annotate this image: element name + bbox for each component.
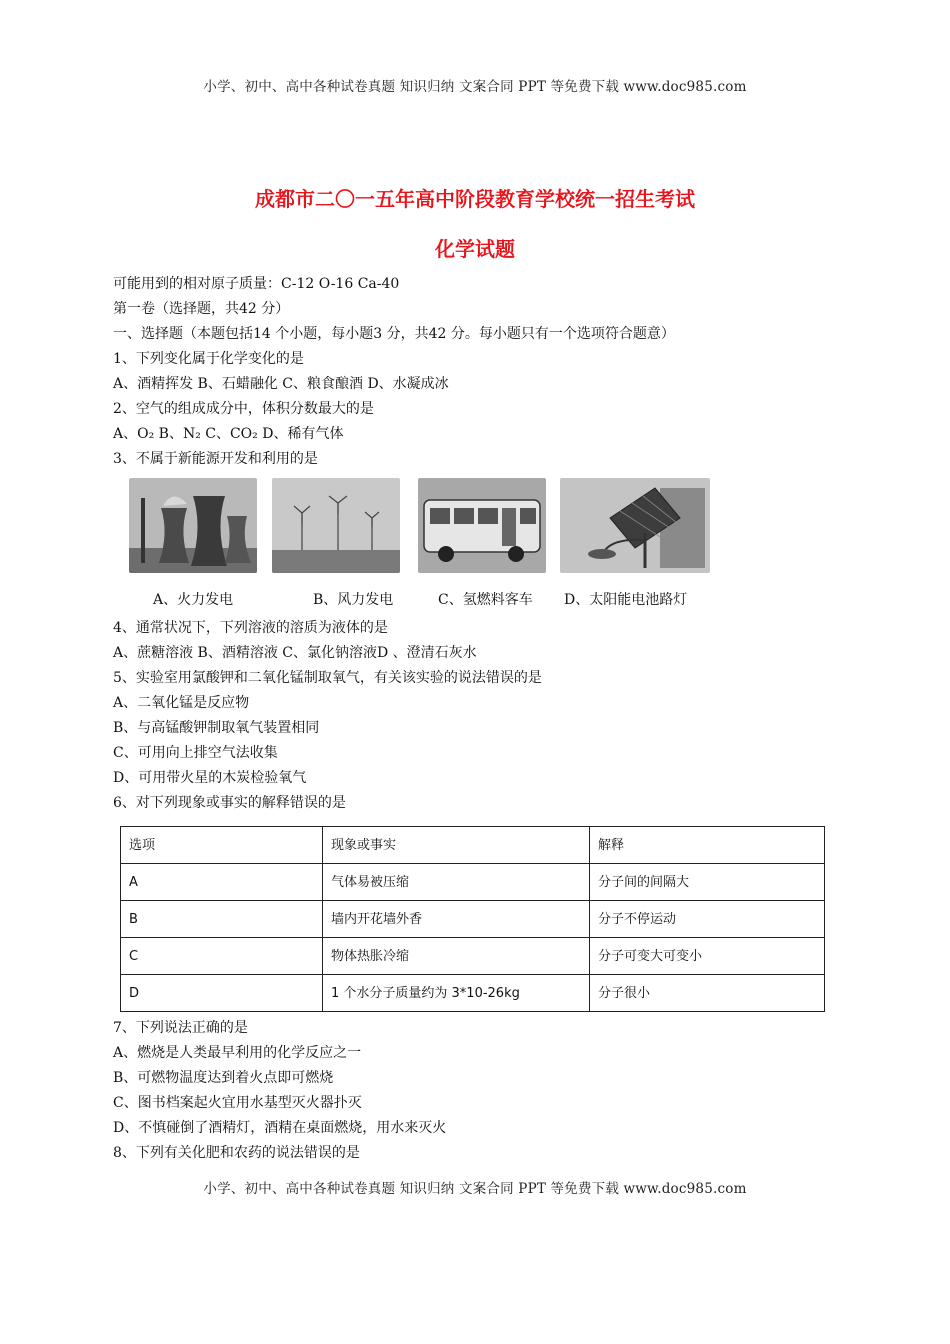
table-cell: 1 个水分子质量约为 3*10-26kg — [323, 975, 590, 1012]
table-row — [121, 864, 825, 901]
exam-title: 成都市二〇一五年高中阶段教育学校统一招生考试 — [255, 187, 695, 211]
question-2-stem: 2、空气的组成成分中，体积分数最大的是 — [113, 401, 374, 417]
section-title: 第一卷（选择题，共42 分） — [113, 301, 290, 317]
table-cell: 分子很小 — [590, 975, 825, 1012]
table-row — [121, 901, 825, 938]
question-2-options: A、O₂ B、N₂ C、CO₂ D、稀有气体 — [113, 426, 344, 442]
table-header: 现象或事实 — [323, 827, 590, 864]
question-8-stem: 8、下列有关化肥和农药的说法错误的是 — [113, 1145, 360, 1161]
table-cell: D — [121, 975, 323, 1012]
table-row — [121, 938, 825, 975]
table-cell: C — [121, 938, 323, 975]
question-3-images — [113, 478, 843, 586]
bus-image — [418, 478, 546, 573]
table-row — [121, 975, 825, 1012]
question-5-option-c: C、可用向上排空气法收集 — [113, 745, 278, 761]
caption-c: C、氢燃料客车 — [438, 592, 533, 608]
question-5-option-b: B、与高锰酸钾制取氧气装置相同 — [113, 720, 320, 736]
question-5-option-a: A、二氧化锰是反应物 — [113, 695, 250, 711]
table-cell: 气体易被压缩 — [323, 864, 590, 901]
table-cell: B — [121, 901, 323, 938]
caption-d: D、太阳能电池路灯 — [564, 592, 688, 608]
question-5-option-d: D、可用带火星的木炭检验氧气 — [113, 770, 307, 786]
question-7-option-c: C、图书档案起火宜用水基型灭火器扑灭 — [113, 1095, 362, 1111]
page-header: 小学、初中、高中各种试卷真题 知识归纳 文案合同 PPT 等免费下载 www.doc985.com — [203, 79, 747, 95]
table-cell: 分子不停运动 — [590, 901, 825, 938]
question-6-stem: 6、对下列现象或事实的解释错误的是 — [113, 795, 346, 811]
table-header: 选项 — [121, 827, 323, 864]
question-4-options: A、蔗糖溶液 B、酒精溶液 C、氯化钠溶液D 、澄清石灰水 — [113, 645, 477, 661]
question-5-stem: 5、实验室用氯酸钾和二氧化锰制取氧气，有关该实验的说法错误的是 — [113, 670, 542, 686]
table-cell: 分子可变大可变小 — [590, 938, 825, 975]
question-1-stem: 1、下列变化属于化学变化的是 — [113, 351, 304, 367]
section-instructions: 一、选择题（本题包括14 个小题，每小题3 分，共42 分。每小题只有一个选项符合题意） — [113, 326, 675, 342]
question-3-stem: 3、不属于新能源开发和利用的是 — [113, 451, 318, 467]
solar-lamp-image — [560, 478, 710, 573]
question-6-table — [120, 826, 825, 1012]
table-header-row — [121, 827, 825, 864]
cooling-towers-image — [129, 478, 257, 573]
caption-a: A、火力发电 — [153, 592, 234, 608]
question-7-option-d: D、不慎碰倒了酒精灯，酒精在桌面燃烧，用水来灭火 — [113, 1120, 447, 1136]
table-cell: 墙内开花墙外香 — [323, 901, 590, 938]
exam-content — [113, 272, 843, 1166]
wind-turbines-image — [272, 478, 400, 573]
table-header: 解释 — [590, 827, 825, 864]
exam-subtitle: 化学试题 — [435, 237, 515, 261]
question-4-stem: 4、通常状况下，下列溶液的溶质为液体的是 — [113, 620, 388, 636]
question-7-option-b: B、可燃物温度达到着火点即可燃烧 — [113, 1070, 334, 1086]
table-cell: A — [121, 864, 323, 901]
table-cell: 物体热胀冷缩 — [323, 938, 590, 975]
atomic-mass-note: 可能用到的相对原子质量：C-12 O-16 Ca-40 — [113, 276, 400, 292]
question-7-option-a: A、燃烧是人类最早利用的化学反应之一 — [113, 1045, 362, 1061]
question-1-options: A、酒精挥发 B、石蜡融化 C、粮食酿酒 D、水凝成冰 — [113, 376, 449, 392]
question-3-captions — [113, 586, 843, 616]
table-cell: 分子间的间隔大 — [590, 864, 825, 901]
question-7-stem: 7、下列说法正确的是 — [113, 1020, 248, 1036]
page-footer: 小学、初中、高中各种试卷真题 知识归纳 文案合同 PPT 等免费下载 www.doc985.com — [203, 1181, 747, 1197]
caption-b: B、风力发电 — [313, 592, 394, 608]
